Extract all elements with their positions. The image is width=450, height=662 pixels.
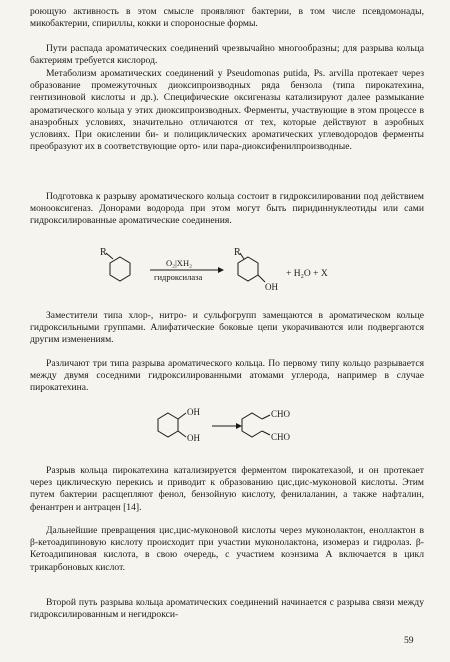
paragraph-substituents: Заместители типа хлор-, нитро- и сульфогрупп замещаются в ароматическом кольце гидроксильными группами. Алифатические боковые цепи укорачиваются или подвергаются другим изменениям. — [30, 310, 424, 346]
scheme-enzyme: гидроксилаза — [154, 272, 203, 282]
paragraph-continuation: роющую активность в этом смысле проявляют бактерии, в том числе псевдомонады, микобактерии, спириллы, кокки и спороносные формы. — [30, 6, 424, 30]
catechol-cleavage-scheme — [0, 401, 450, 457]
catechol-ring — [158, 413, 178, 437]
scheme-reagent: O₂|XH₂ — [166, 258, 193, 268]
hydroxylation-scheme — [0, 237, 450, 299]
scheme-left-r: R — [100, 247, 107, 258]
paragraph-aromatic-pathways: Пути распада ароматических соединений чрезвычайно многообразны; для разрыва кольца бактериям требуется кислород. — [30, 43, 424, 67]
benzene-ring-right — [238, 257, 258, 281]
paragraph-metabolism: Метаболизм ароматических соединений у Pseudomonas putida, Ps. arvilla протекает через образование промежуточных диоксипроизводных ряда бензола (типа пирокатехина, гентизиновой кислоты и др.). Специфические оксигеназы катализируют далее размыкание ароматического кольца у этих диоксипроизводных. Ферменты, участвующие в этом процессе в анаэробных условиях, значительно отличаются от тех, которые действуют в аэробных условиях. При окислении би- и полициклических ароматических углеводородов ферменты преобразуют их в соответствующие орто- или пара-диоксифенилпроизводные. — [30, 68, 424, 153]
paragraph-second-pathway: Второй путь разрыва кольца ароматических соединений начинается с разрыва связи между гидроксилированным и негидрокси- — [30, 597, 424, 621]
muconic-chain — [242, 413, 262, 437]
scheme-products: + H₂O + X — [286, 269, 328, 279]
aldehyde-label-2: CHO — [271, 432, 291, 442]
paragraph-pyrocatechase: Разрыв кольца пирокатехина катализируется ферментом пирокатехазой, и он протекает через циклическую перекись и приводит к образованию цис,цис-муконовой кислоты. Этим путем бактерии расщепляют фенол, бензойную кислоту, фенилаланин, а также нафталин, фенантрен и антрацен [14]. — [30, 465, 424, 513]
scheme-hydroxyl: OH — [265, 282, 278, 292]
catechol-oh-1: OH — [187, 407, 200, 417]
paragraph-ring-cleavage: Различают три типа разрыва ароматического кольца. По первому типу кольцо разрывается между двумя соседними гидроксилированными атомами углерода, например в случае пирокатехина. — [30, 358, 424, 394]
scheme-right-r: R — [234, 247, 241, 258]
paragraph-muconic-acid: Дальнейшие превращения цис,цис-муконовой кислоты через муконолактон, еноллактон в β-кетоадипиновую кислоту происходит при участии муконолактона, изомераз и гидролаз. β-Кетоадипиновая кислота, в свою очередь, с участием коэнзима A включается в цикл трикарбоновых кислот. — [30, 525, 424, 573]
page-number: 59 — [404, 635, 414, 646]
benzene-ring-left — [110, 257, 130, 281]
aldehyde-label-1: CHO — [271, 409, 291, 419]
catechol-oh-2: OH — [187, 433, 200, 443]
paragraph-hydroxylation: Подготовка к разрыву ароматического кольца состоит в гидроксилировании под действием монооксигеназ. Донорами водорода при этом могут быть пиридиннуклеотиды или сами гидроксилированные ароматические соединения. — [30, 191, 424, 227]
